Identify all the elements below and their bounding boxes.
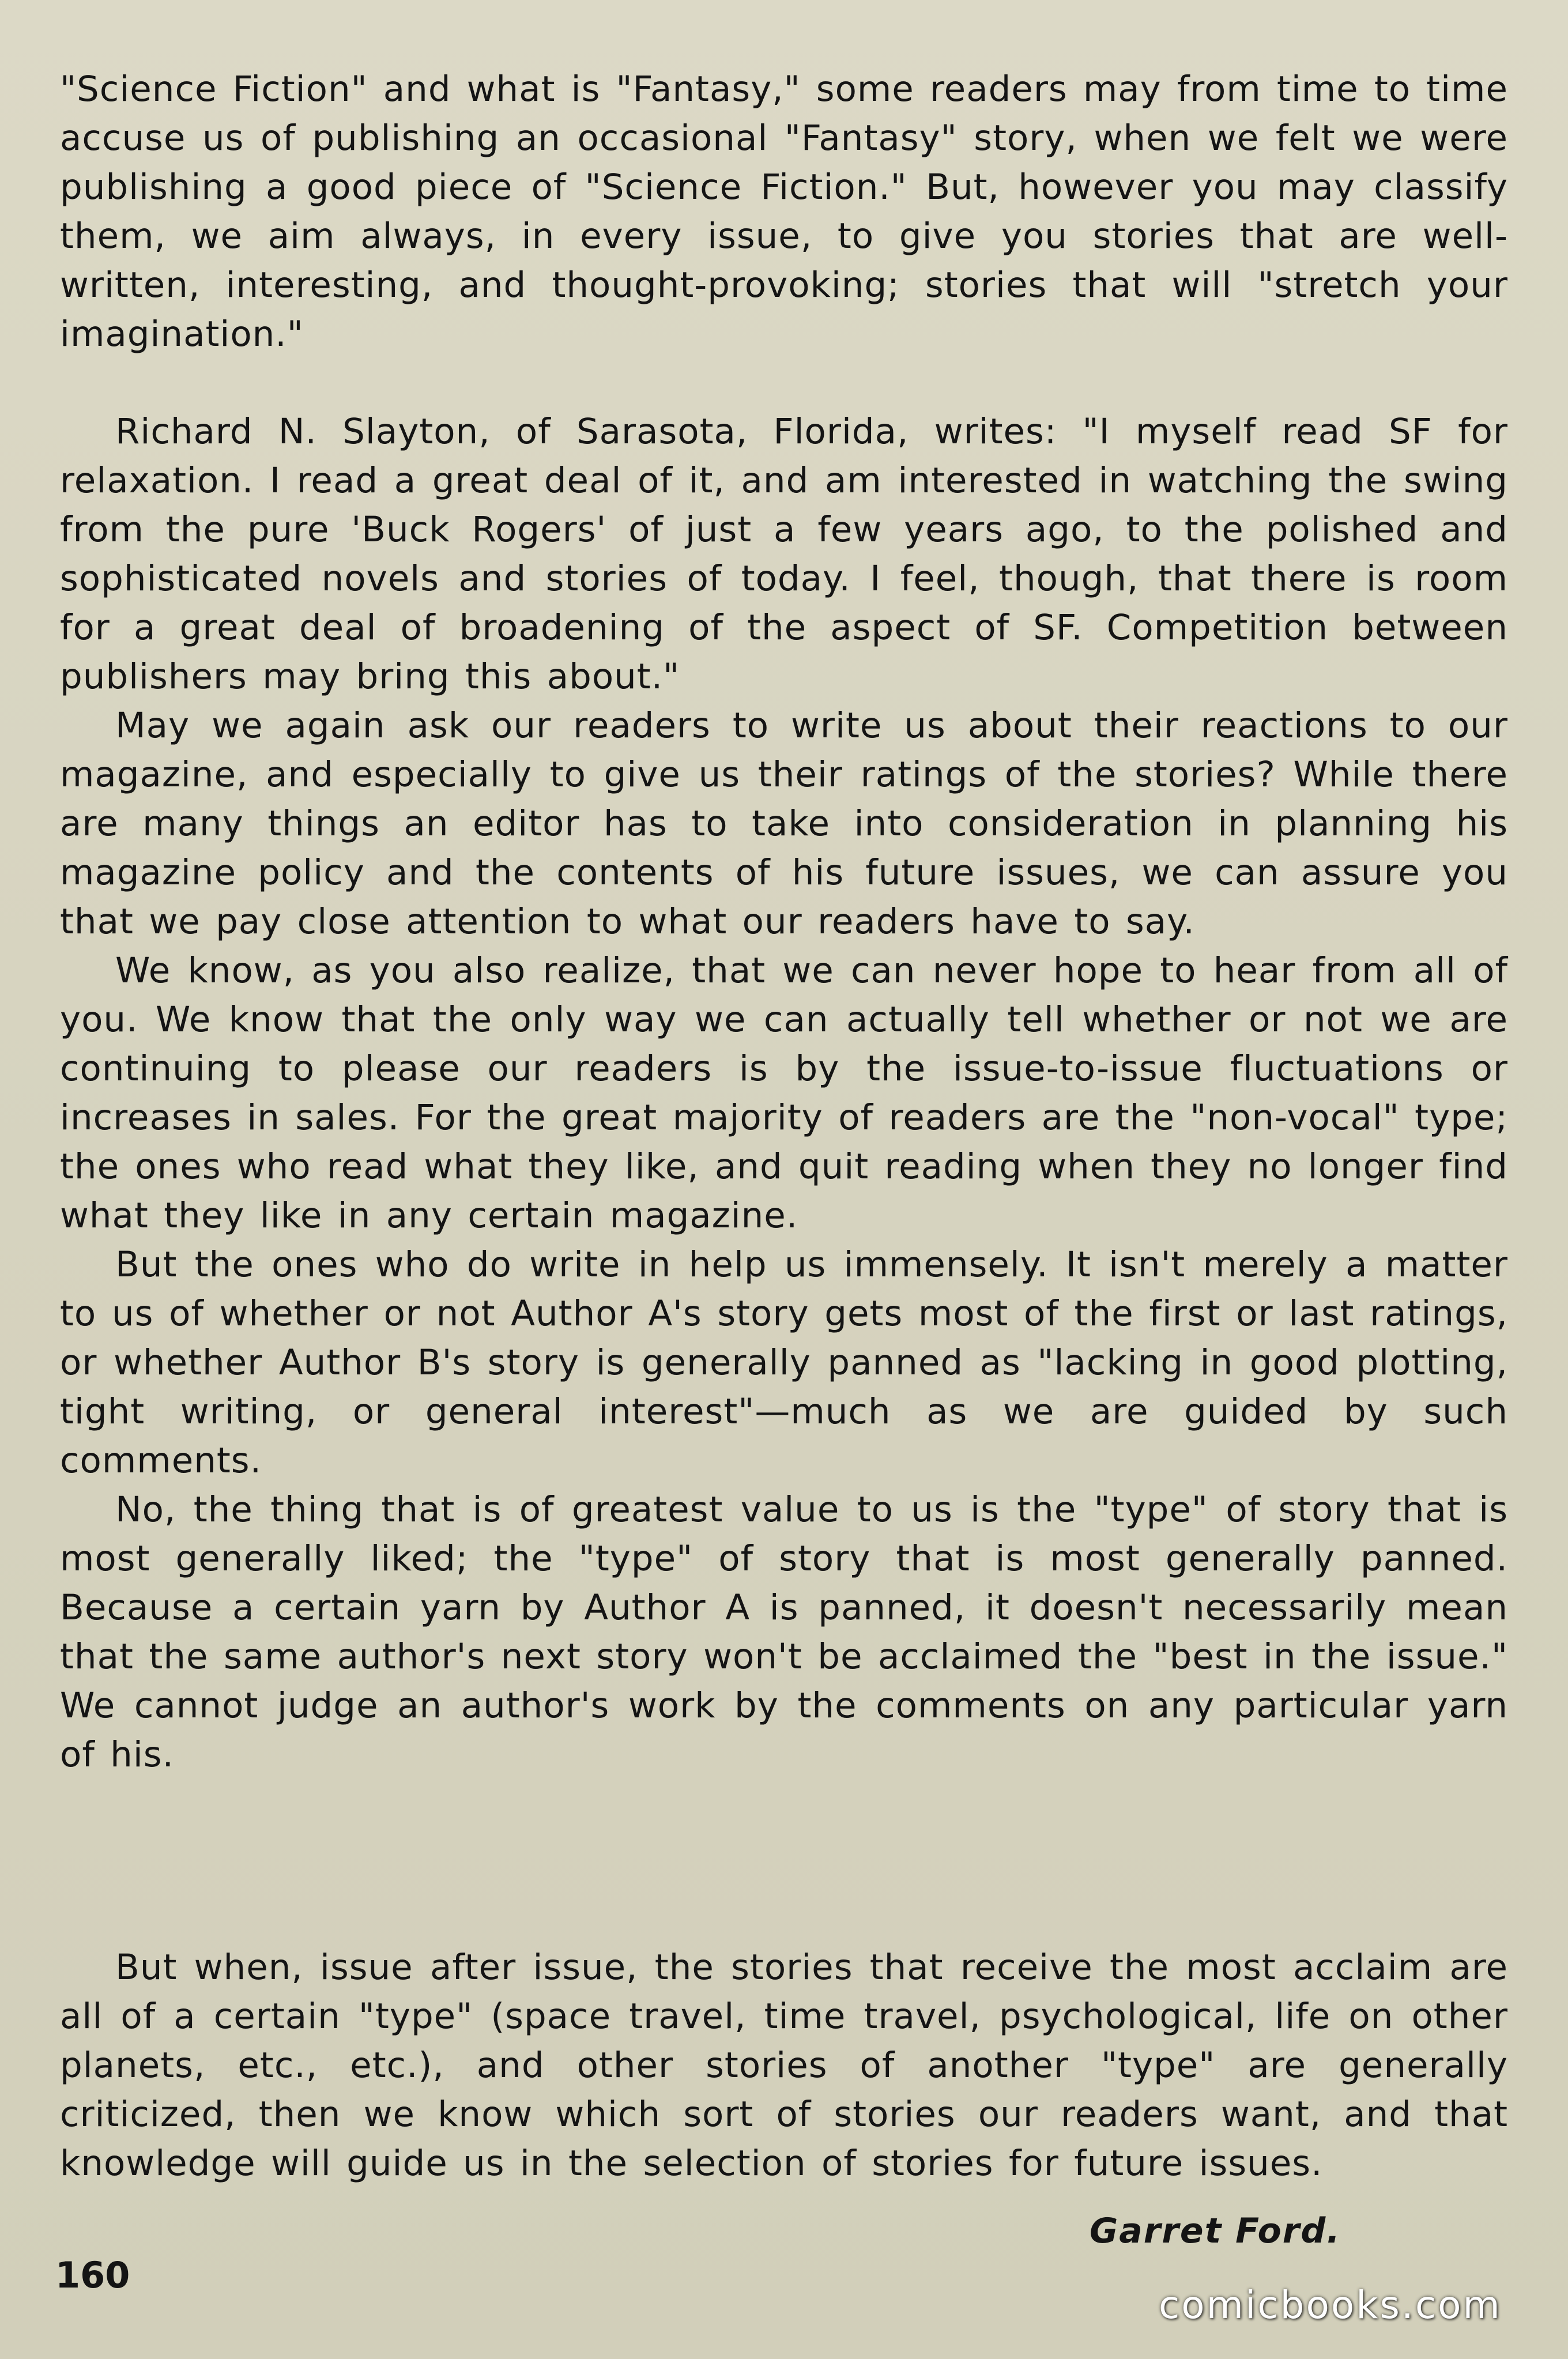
paragraph-non-vocal-readers: We know, as you also realize, that we can never hope to hear from all of you. We know that the only way we can actually tell whether or not we are continuing to please our readers is by the issue-to-issue fluctuations or increases in sales. For the great majority of readers are the "non-vocal" type; the ones who read what they like, and quit reading when they no longer find what they like in any certain magazine. (60, 950, 1508, 1236)
page-number: 160 (55, 2254, 130, 2296)
paragraph-writers-help: But the ones who do write in help us immensely. It isn't merely a matter to us of whether or not Author A's story gets most of the first or last ratings, or whether Author B's story is generally panned as "lacking in good plotting, tight writing, or general interest"—much as we are guided by such comments. (60, 1244, 1508, 1481)
paragraph-fantasy: "Science Fiction" and what is "Fantasy," some readers may from time to time accuse us of publishing an occasional "Fantasy" story, when we felt we were publishing a good piece of "Science Fiction." But, however you may classify them, we aim always, in every issue, to give you stories that are well-written, interesting, and thought-provoking; stories that will "stretch your imagination." (60, 69, 1508, 355)
paragraph-story-type: No, the thing that is of greatest value to us is the "type" of story that is most generally liked; the "type" of story that is most generally panned. Because a certain yarn by Author A is panned, it doesn't necessarily mean that the same author's next story won't be acclaimed the "best in the issue." We cannot judge an author's work by the comments on any particular yarn of his. (60, 1489, 1508, 1775)
paragraph-slayton-letter: Richard N. Slayton, of Sarasota, Florida, writes: "I myself read SF for relaxation. I read a great deal of it, and am interested in watching the swing from the pure 'Buck Rogers' of just a few years ago, to the polished and sophisticated novels and stories of today. I feel, though, that there is room for a great deal of broadening of the aspect of SF. Competition between publishers may bring this about." (60, 411, 1508, 697)
paragraph-conclusion: But when, issue after issue, the stories that receive the most acclaim are all of a certain "type" (space travel, time travel, psychological, life on other planets, etc., etc.), and other stories of another "type" are generally criticized, then we know which sort of stories our readers want, and that knowledge will guide us in the selection of stories for future issues. (60, 1947, 1508, 2184)
paragraph-ratings-request: May we again ask our readers to write us about their reactions to our magazine, and especially to give us their ratings of the stories? While there are many things an editor has to take into consideration in planning his magazine policy and the contents of his future issues, we can assure you that we pay close attention to what our readers have to say. (60, 705, 1508, 942)
letters-section-bottom (60, 1943, 1508, 2188)
letters-section-middle (60, 407, 1508, 1779)
letters-section-top (60, 65, 1508, 359)
editor-signature: Garret Ford. (1090, 2211, 1341, 2251)
watermark-text: comicbooks.com (1159, 2283, 1502, 2327)
